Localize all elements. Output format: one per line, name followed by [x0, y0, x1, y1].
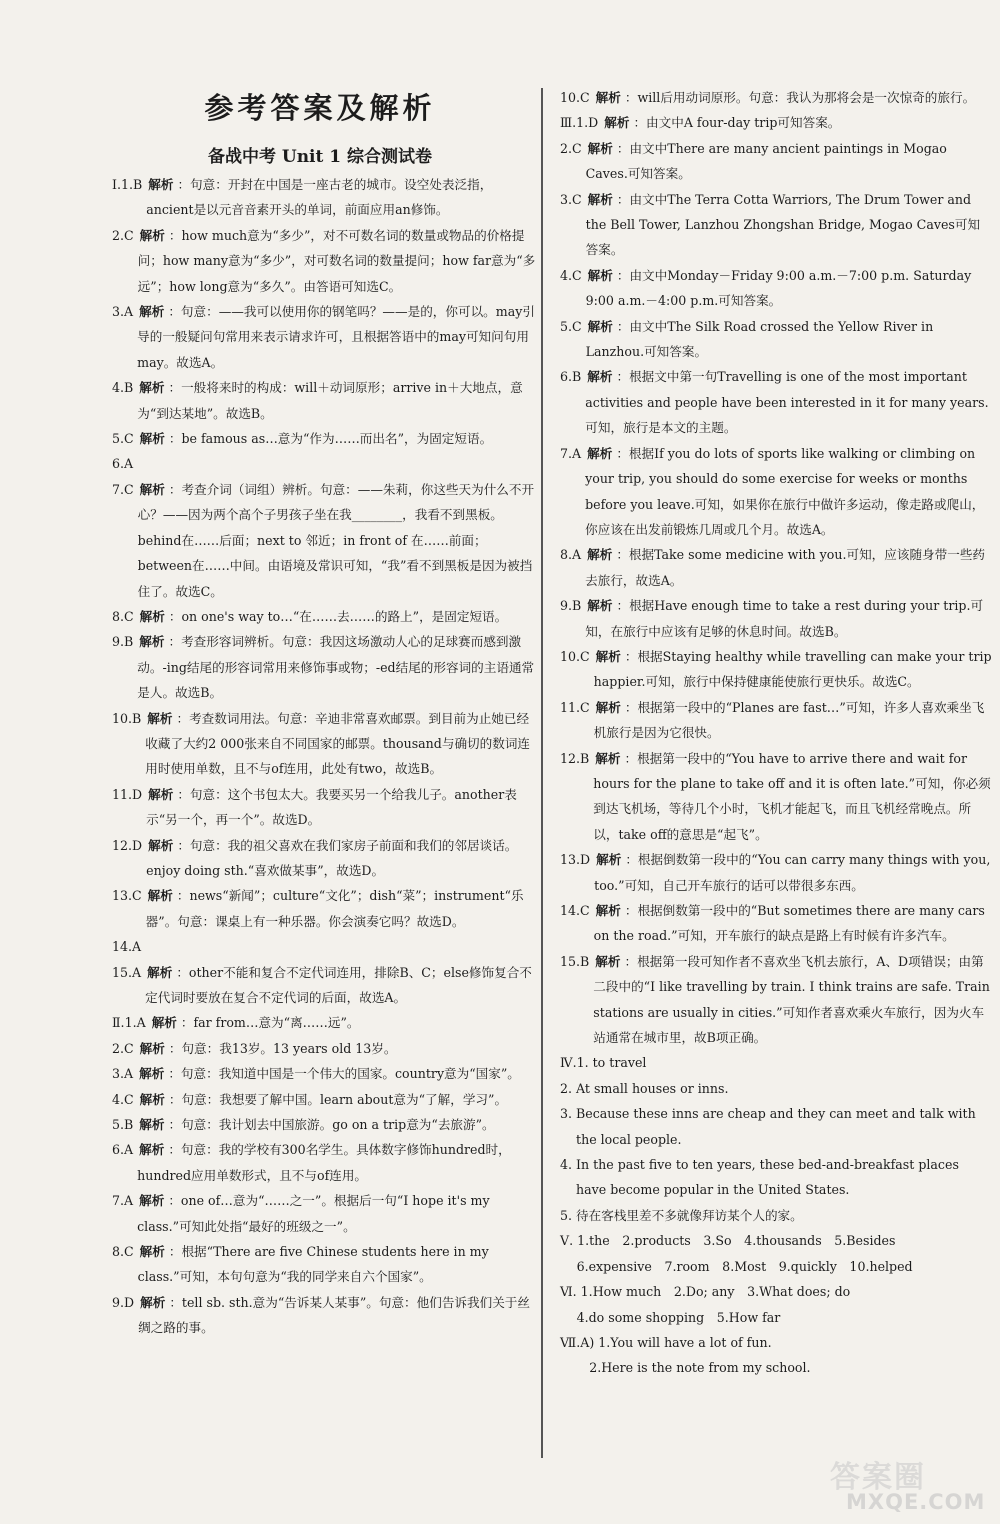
answer-number: 9.B [560, 598, 582, 614]
answer-body [137, 1112, 538, 1137]
answer-entry [560, 542, 992, 593]
answer-body [138, 1239, 538, 1290]
answer-body [593, 746, 992, 848]
watermark-logo [824, 1438, 994, 1518]
answer-text: ：根据第一段可知作者不喜欢坐飞机去旅行，A、D项错误；由第二段中的“I like travelling by train. I think trains are safe. Train stations are usually in cities.”可知作者喜欢乘火车旅行，因为火车站通常在城市里，故B项正确。 [593, 953, 990, 1046]
answer-text: ：由文中There are many ancient paintings in Mogao Caves.可知答案。 [585, 140, 947, 182]
answer-body [564, 1305, 992, 1330]
answer-body [585, 364, 992, 440]
answer-entry [112, 1290, 538, 1341]
answer-entry [560, 644, 992, 695]
answer-number: 10.C [560, 90, 590, 105]
answer-number: Ⅴ. [560, 1233, 574, 1249]
answer-number: 10.C [560, 648, 590, 664]
analysis-label: 解析 [139, 304, 165, 320]
answer-number: 5.C [560, 318, 582, 334]
answer-body [146, 833, 538, 884]
answer-number: 8.A [560, 547, 582, 563]
answer-entry [560, 1355, 992, 1380]
analysis-label: 解析 [587, 369, 613, 385]
watermark-text: 答案圈 [830, 1460, 926, 1495]
analysis-label: 解析 [147, 710, 173, 726]
answer-body [145, 706, 538, 782]
answer-entry [112, 1010, 538, 1035]
column-divider [541, 88, 543, 1458]
analysis-label: 解析 [595, 699, 621, 715]
answer-text: ：根据倒数第一段中的“But sometimes there are many cars on the road.”可知，开车旅行的缺点是路上有时候有许多汽车。 [593, 903, 985, 944]
answer-entry [112, 782, 538, 833]
analysis-label: 解析 [139, 1142, 165, 1158]
answer-number: 5.C [112, 431, 134, 447]
answer-body [138, 1036, 538, 1061]
answer-entry [112, 629, 538, 705]
answer-number: Ⅲ.1.D [560, 115, 599, 131]
answer-number: 4. [560, 1157, 573, 1173]
answer-number: 5.B [112, 1117, 134, 1133]
analysis-label: 解析 [595, 953, 621, 969]
answer-body [146, 172, 538, 223]
answer-entry [112, 426, 538, 451]
analysis-label: 解析 [147, 964, 173, 980]
answer-number: 11.D [112, 786, 143, 802]
answer-entry [112, 934, 538, 959]
answer-body [138, 477, 538, 604]
answer-entry [560, 1076, 992, 1101]
answer-body [576, 1101, 992, 1152]
answer-number: 13.C [112, 888, 142, 904]
analysis-label: 解析 [604, 115, 630, 131]
answer-body [137, 299, 538, 375]
answer-text: 6.expensive 7.room 8.Most 9.quickly 10.helped [564, 1258, 913, 1274]
answer-text: 4.do some shopping 5.How far [564, 1309, 781, 1325]
answer-number: 12.B [560, 750, 590, 766]
answer-entry [112, 1188, 538, 1239]
analysis-label: 解析 [151, 1015, 177, 1031]
answer-body [564, 1254, 992, 1279]
answer-number: 6.B [560, 369, 582, 385]
answer-entry [112, 1087, 538, 1112]
answer-number: 11.C [560, 699, 590, 715]
answer-entry [560, 1228, 992, 1253]
answer-body [594, 644, 992, 695]
answer-text: ：根据第一段中的“You have to arrive there and wait for hours for the plane to take off and it is often late.”可知，你必须到达飞机场，等待几个小时，飞机才能起飞，而且飞机经常晚点。所以，take off的意思是“起飞”。 [593, 750, 991, 842]
analysis-label: 解析 [596, 852, 622, 868]
analysis-label: 解析 [139, 227, 165, 243]
answer-number: 2.C [112, 227, 134, 243]
answer-text: ：句意：这个书包太大。我要买另一个给我儿子。another表示“另一个，再一个”。故选D。 [146, 786, 517, 828]
answer-text: ：考查数词用法。句意：辛迪非常喜欢邮票。到目前为止她已经收藏了大约2 000张来自不同国家的邮票。thousand与确切的数词连用时使用单数，且不与of连用，此处有two，故选B。 [145, 710, 531, 777]
answer-entry [112, 1112, 538, 1137]
answer-number: 5. [560, 1207, 573, 1223]
answer-entry [560, 1279, 992, 1304]
answer-body [137, 1061, 538, 1086]
answer-number: 14.A [112, 939, 142, 955]
analysis-label: 解析 [139, 431, 165, 447]
answer-number: Ⅰ.1.B [112, 177, 143, 192]
analysis-label: 解析 [139, 634, 165, 650]
answer-text: ：句意：——我可以使用你的钢笔吗？——是的，你可以。may引导的一般疑问句常用来表示请求许可，且根据答语中的may可知问句用may。故选A。 [137, 304, 535, 370]
answer-text: ：考查形容词辨析。句意：我因这场激动人心的足球赛而感到激动。-ing结尾的形容词常用来修饰事或物；-ed结尾的形容词的主语通常是人。故选B。 [137, 634, 535, 701]
answer-text: 1.the 2.products 3.So 4.thousands 5.Besides [577, 1233, 896, 1249]
answer-entry [560, 1101, 992, 1152]
answer-text: ：由文中A four-day trip可知答案。 [633, 115, 841, 131]
answer-body [576, 1076, 992, 1101]
answer-text: At small houses or inns. [576, 1080, 729, 1096]
answer-number: Ⅳ.1. [560, 1055, 589, 1071]
answer-text: ：根据倒数第一段中的“You can carry many things with you, too.”可知，自己开车旅行的话可以带很多东西。 [594, 852, 991, 893]
answer-entry [112, 1061, 538, 1086]
analysis-label: 解析 [139, 608, 165, 624]
watermark-url: MXQE.COM [846, 1490, 986, 1514]
answer-text: to travel [592, 1055, 647, 1071]
answer-entry [560, 949, 992, 1051]
answer-body [586, 263, 992, 314]
answer-body [138, 1290, 538, 1341]
analysis-label: 解析 [139, 481, 165, 497]
answer-entry [560, 593, 992, 644]
analysis-label: 解析 [587, 547, 613, 563]
answer-body [594, 695, 992, 746]
answer-entry [560, 1305, 992, 1330]
analysis-label: 解析 [148, 837, 174, 853]
answer-text: Because these inns are cheap and they can meet and talk with the local people. [576, 1106, 976, 1147]
answer-entry [112, 223, 538, 299]
answer-body [137, 1188, 538, 1239]
answer-number: 4.C [560, 267, 582, 283]
answer-body [137, 629, 538, 705]
answer-number: 10.B [112, 710, 142, 726]
answer-number: 3.A [112, 304, 134, 320]
answer-entry [560, 364, 992, 440]
answer-entry [560, 314, 992, 365]
answer-body [146, 883, 538, 934]
analysis-label: 解析 [587, 318, 613, 334]
answer-entry [560, 1203, 992, 1228]
answer-body [594, 847, 992, 898]
analysis-label: 解析 [587, 191, 613, 207]
answer-text: ：tell sb. sth.意为“告诉某人某事”。句意：他们告诉我们关于丝绸之路的事。 [138, 1294, 530, 1336]
answer-entry [560, 695, 992, 746]
answer-number: 15.B [560, 953, 590, 969]
answer-text: ：句意：我13岁。13 years old 13岁。 [168, 1040, 397, 1056]
answer-number: 8.C [112, 608, 134, 624]
answer-text: ：other不能和复合不定代词连用，排除B、C；else修饰复合不定代词时要放在复合不定代词的后面，故选A。 [145, 964, 532, 1005]
answer-body [576, 1203, 992, 1228]
answer-text: ：句意：我的祖父喜欢在我们家房子前面和我们的邻居谈话。enjoy doing sth.“喜欢做某事”，故选D。 [146, 837, 518, 878]
analysis-label: 解析 [595, 648, 621, 664]
answer-number: 13.D [560, 852, 591, 868]
answer-entry [112, 960, 538, 1011]
answer-entry [112, 1137, 538, 1188]
analysis-label: 解析 [139, 1244, 165, 1260]
answer-number: 7.C [112, 481, 134, 497]
answer-text: 1.You will have a lot of fun. [598, 1334, 772, 1350]
answer-text: ：考查介词（词组）辨析。句意：——朱莉，你这些天为什么不开心？——因为两个高个子男孩子坐在我________，我看不到黑板。behind在……后面；next to 邻近；in front of 在……前面；between在……中间。由语境及常识可知，“我”看不到黑板是因为被挡住了。故选C。 [137, 481, 535, 599]
analysis-label: 解析 [587, 267, 613, 283]
answer-text: ：句意：我知道中国是一个伟大的国家。country意为“国家”。 [168, 1066, 520, 1082]
answer-number: 9.B [112, 634, 134, 650]
answer-entry [560, 85, 992, 110]
answer-body [586, 314, 992, 365]
answer-text: ：由文中Monday－Friday 9:00 a.m.－7:00 p.m. Saturday 9:00 a.m.－4:00 p.m.可知答案。 [585, 267, 972, 309]
answer-entry [112, 477, 538, 604]
answer-entry [112, 883, 538, 934]
answer-body [146, 782, 538, 833]
answer-entry [560, 1152, 992, 1203]
answer-body [137, 375, 538, 426]
answer-entry [560, 263, 992, 314]
answer-body [138, 604, 538, 629]
answer-body [585, 441, 992, 543]
answer-number: 8.C [112, 1244, 134, 1260]
answer-text: 1.How much 2.Do; any 3.What does; do [580, 1284, 851, 1300]
answer-text: ：far from…意为“离……远”。 [180, 1015, 360, 1031]
answer-text: ：how much意为“多少”，对不可数名词的数量或物品的价格提问；how many意为“多少”，对可数名词的数量提问；how far意为“多远”；how long意为“多久”。由答语可知选C。 [137, 227, 536, 294]
analysis-label: 解析 [139, 1066, 165, 1082]
answer-text: ：由文中The Terra Cotta Warriors, The Drum Tower and the Bell Tower, Lanzhou Zhongshan Bridge, Mogao Caves可知答案。 [585, 191, 981, 258]
answer-number: 4.C [112, 1091, 134, 1107]
answer-text: ：根据Staying healthy while travelling can make your trip happier.可知，旅行中保持健康能使旅行更快乐。故选C。 [593, 648, 992, 690]
answer-entry [560, 187, 992, 263]
answer-text: ：句意：开封在中国是一座古老的城市。设空处表泛指，ancient是以元音音素开头的单词，前面应用an修饰。 [146, 177, 493, 218]
answer-number: 2.C [112, 1040, 134, 1056]
answer-body [138, 223, 538, 299]
answer-entry [560, 1254, 992, 1279]
answer-text: 待在客栈里差不多就像拜访某个人的家。 [576, 1207, 803, 1223]
answer-number: 4.B [112, 380, 134, 396]
analysis-label: 解析 [139, 1193, 165, 1209]
answer-body [137, 1137, 538, 1188]
right-column [560, 85, 992, 1381]
analysis-label: 解析 [139, 1091, 165, 1107]
answer-text: 2.Here is the note from my school. [564, 1360, 811, 1376]
answer-body [145, 934, 538, 959]
answer-entry [112, 1239, 538, 1290]
answer-text: ：will后用动词原形。句意：我认为那将会是一次惊奇的旅行。 [624, 90, 976, 105]
answer-text: ：one of…意为“……之一”。根据后一句“I hope it's my class.”可知此处指“最好的班级之一”。 [137, 1193, 490, 1234]
answer-entry [560, 847, 992, 898]
answer-entry [112, 706, 538, 782]
answer-body [593, 949, 992, 1051]
answer-entry [112, 604, 538, 629]
answer-body [586, 187, 992, 263]
analysis-label: 解析 [587, 445, 613, 461]
answer-number: 6.A [112, 456, 134, 472]
analysis-label: 解析 [587, 598, 613, 614]
answer-text: In the past five to ten years, these bed-and-breakfast places have become popular in the United States. [576, 1157, 959, 1198]
answer-body [593, 1050, 992, 1075]
answer-body [138, 426, 538, 451]
answer-entry [560, 110, 992, 135]
answer-text: ：on one's way to…“在……去……的路上”，是固定短语。 [168, 608, 508, 624]
analysis-label: 解析 [148, 177, 174, 192]
page-title: 参考答案及解析 [204, 91, 436, 125]
answer-entry [112, 299, 538, 375]
answer-number: 2. [560, 1080, 573, 1096]
answer-text: ：由文中The Silk Road crossed the Yellow River in Lanzhou.可知答案。 [585, 318, 934, 360]
answer-number: Ⅵ. [560, 1284, 577, 1300]
analysis-label: 解析 [595, 750, 621, 766]
answer-number: 9.D [112, 1294, 135, 1310]
answer-entry [112, 1036, 538, 1061]
analysis-label: 解析 [587, 140, 613, 156]
answer-body [150, 1010, 538, 1035]
answer-entry [112, 172, 538, 223]
answer-body [576, 1152, 992, 1203]
answer-entry [560, 1050, 992, 1075]
answer-body [602, 110, 992, 135]
answer-entry [112, 451, 538, 476]
answer-entry [560, 1330, 992, 1355]
analysis-label: 解析 [139, 380, 165, 396]
answer-body [585, 593, 992, 644]
left-column [112, 172, 538, 1341]
answer-number: 3.A [112, 1066, 134, 1082]
answer-body [594, 85, 992, 110]
answer-body [564, 1355, 992, 1380]
answer-text: ：根据文中第一句Travelling is one of the most important activities and people have been interested in it for many years.可知，旅行是本文的主题。 [585, 369, 989, 436]
answer-text: ：根据Take some medicine with you.可知，应该随身带一些药去旅行，故选A。 [585, 547, 986, 588]
answer-number: 3. [560, 1106, 573, 1122]
answer-number: Ⅱ.1.A [112, 1015, 146, 1031]
answer-number: 3.C [560, 191, 582, 207]
answer-body [581, 1279, 992, 1304]
answer-entry [560, 898, 992, 949]
answer-number: Ⅶ.A) [560, 1334, 595, 1350]
answer-number: 14.C [560, 903, 590, 918]
answer-number: 12.D [112, 837, 143, 853]
analysis-label: 解析 [595, 90, 621, 105]
answer-body [594, 898, 992, 949]
answer-entry [112, 833, 538, 884]
answer-text: ：根据第一段中的“Planes are fast…”可知，许多人喜欢乘坐飞机旅行是因为它很快。 [593, 699, 985, 741]
answer-entry [560, 136, 992, 187]
analysis-label: 解析 [148, 786, 174, 802]
answer-number: 6.A [112, 1142, 134, 1158]
answer-text: ：句意：我计划去中国旅游。go on a trip意为“去旅游”。 [168, 1117, 495, 1133]
answer-body [585, 542, 992, 593]
answer-number: 2.C [560, 140, 582, 156]
answer-text: ：news“新闻”；culture“文化”；dish“菜”；instrument“乐器”。句意：课桌上有一种乐器。你会演奏它吗？故选D。 [145, 888, 524, 929]
answer-number: 15.A [112, 964, 142, 980]
analysis-label: 解析 [139, 1117, 165, 1133]
answer-text: ：根据Have enough time to take a rest during your trip.可知，在旅行中应该有足够的休息时间。故选B。 [585, 598, 984, 639]
analysis-label: 解析 [139, 1040, 165, 1056]
answer-number: 7.A [112, 1193, 134, 1209]
answer-entry [112, 375, 538, 426]
analysis-label: 解析 [140, 1294, 166, 1310]
answer-number: 7.A [560, 445, 582, 461]
answer-entry [560, 441, 992, 543]
answer-body [598, 1330, 992, 1355]
answer-text: ：be famous as…意为“作为……而出名”，为固定短语。 [168, 431, 493, 447]
analysis-label: 解析 [147, 888, 173, 904]
page-subtitle: 备战中考 Unit 1 综合测试卷 [207, 147, 433, 167]
answer-body [138, 1087, 538, 1112]
answer-text: ：句意：我想要了解中国。learn about意为“了解，学习”。 [168, 1091, 508, 1107]
answer-body [137, 451, 538, 476]
answer-body [586, 136, 992, 187]
answer-body [145, 960, 538, 1011]
answer-text: ：句意：我的学校有300名学生。具体数字修饰hundred时，hundred应用单数形式，且不与of连用。 [137, 1142, 511, 1183]
answer-entry [560, 746, 992, 848]
answer-text: ：一般将来时的构成：will＋动词原形；arrive in＋大地点，意为“到达某地”。故选B。 [137, 380, 523, 421]
answer-text: ：根据If you do lots of sports like walking or climbing on your trip, you should do some exercise for weeks or months before you leave.可知，如果你在旅行中做许多运动，像走路或爬山，你应该在出发前锻炼几周或几个月。故选A。 [585, 445, 985, 537]
analysis-label: 解析 [595, 903, 621, 918]
answer-body [577, 1228, 992, 1253]
answer-text: ：根据“There are five Chinese students here in my class.”可知，本句句意为“我的同学来自六个国家”。 [137, 1244, 489, 1285]
